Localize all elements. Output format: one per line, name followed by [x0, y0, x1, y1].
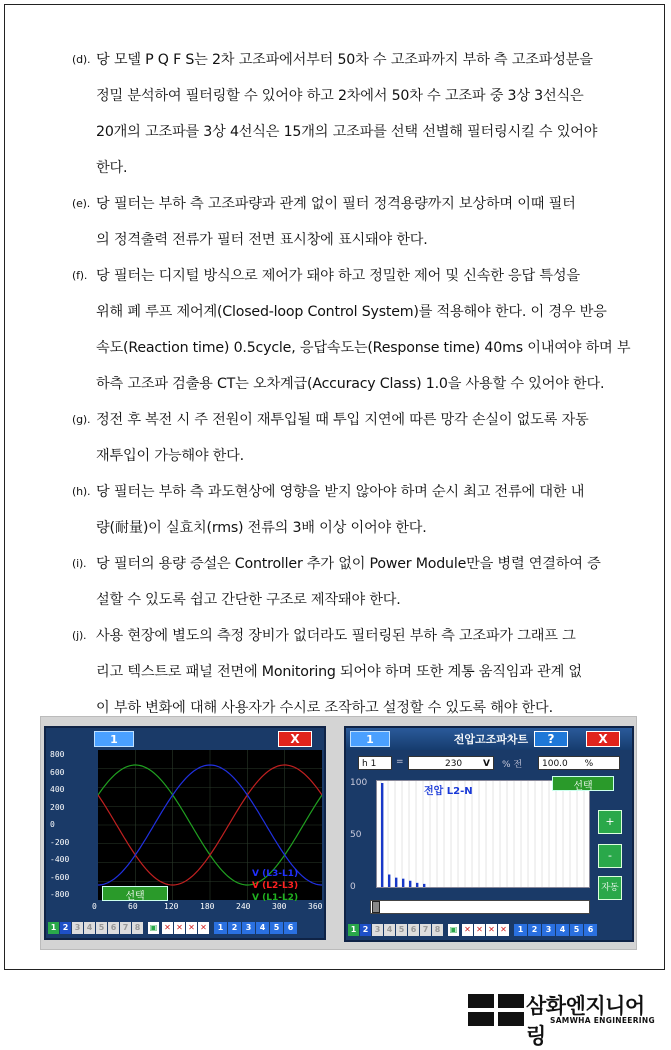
item-marker: (g). [72, 413, 91, 426]
channel-button[interactable]: 6 [584, 924, 597, 936]
x-tick-label: 60 [128, 902, 138, 911]
page-button[interactable]: 4 [84, 922, 95, 934]
disabled-channel-icon[interactable]: ✕ [174, 922, 185, 934]
disabled-channel-icon[interactable]: ✕ [198, 922, 209, 934]
y-tick-label: -800 [50, 890, 70, 899]
y-tick-label: 50 [350, 830, 362, 840]
y-tick-label: -600 [50, 872, 70, 882]
x-tick-label: 120 [164, 902, 179, 911]
zoom-in-button[interactable]: + [598, 810, 622, 834]
voltage-value-field [408, 756, 494, 770]
item-marker: (e). [72, 197, 91, 210]
page-button[interactable]: 3 [372, 924, 383, 936]
spec-item [72, 618, 652, 726]
disabled-channel-icon[interactable]: ✕ [186, 922, 197, 934]
y-tick-label: -200 [50, 837, 70, 847]
close-button[interactable]: X [278, 731, 312, 747]
item-line: 한다. [96, 160, 128, 176]
screenshot-area [40, 716, 637, 950]
screen-number-button[interactable]: 1 [94, 731, 134, 747]
item-line: 당 모델 P Q F S는 2차 고조파에서부터 50차 수 고조파까지 부하 측 고조파성분을 [96, 52, 593, 68]
page-button[interactable]: 4 [384, 924, 395, 936]
page-button[interactable]: 5 [396, 924, 407, 936]
page-button[interactable]: 8 [132, 922, 143, 934]
harmonic-bar-chart [376, 780, 590, 888]
page-button[interactable]: 1 [48, 922, 59, 934]
harmonic-bar [395, 878, 397, 887]
item-line: 량(耐量)이 실효치(rms) 전류의 3배 이상 이어야 한다. [96, 520, 427, 536]
item-marker: (h). [72, 485, 91, 498]
bottom-toolbar [348, 924, 630, 938]
spec-item [72, 42, 652, 186]
item-line: 정전 후 복전 시 주 전원이 재투입될 때 투입 지연에 따른 망각 손실이 없도록 자동 [96, 412, 589, 428]
page-button[interactable]: 3 [72, 922, 83, 934]
channel-button[interactable]: 1 [514, 924, 527, 936]
x-tick-label: 240 [236, 902, 251, 911]
harmonic-bar [381, 783, 383, 887]
y-tick-label: -400 [50, 855, 70, 864]
item-line: 재투입이 가능해야 한다. [96, 448, 244, 464]
page-button[interactable]: 5 [96, 922, 107, 934]
harmonic-bar [388, 875, 390, 887]
page-button[interactable]: 1 [348, 924, 359, 936]
page-button[interactable]: 7 [420, 924, 431, 936]
legend-entry: V (L2-L3) [252, 881, 299, 891]
series-label: 전압 L2-N [424, 786, 473, 797]
item-line: 20개의 고조파를 3상 4선식은 15개의 고조파를 선택 선별해 필터링시킬 수 있어야 [96, 124, 598, 140]
page-button[interactable]: 6 [108, 922, 119, 934]
page-button[interactable]: 2 [60, 922, 71, 934]
y-tick-label: 200 [50, 802, 65, 812]
harmonic-order-field[interactable]: h 1 [358, 756, 392, 770]
lock-icon[interactable]: ▣ [449, 925, 458, 934]
logo-english: SAMWHA ENGINEERING [550, 1016, 655, 1025]
select-button[interactable]: 선택 [102, 886, 168, 901]
page-button[interactable]: 8 [432, 924, 443, 936]
channel-button[interactable]: 4 [556, 924, 569, 936]
spec-item [72, 258, 652, 402]
y-tick-label: 0 [50, 820, 55, 829]
channel-button[interactable]: 4 [256, 922, 269, 934]
page-button[interactable]: 6 [408, 924, 419, 936]
page-button[interactable]: 7 [120, 922, 131, 934]
item-line: 당 필터는 부하 측 고조파량과 관계 없이 필터 정격용량까지 보상하며 이때 필터 [96, 196, 576, 212]
waveform-panel [44, 726, 326, 940]
harmonic-chart-panel [344, 726, 634, 942]
disabled-channel-icon[interactable]: ✕ [474, 924, 485, 936]
x-tick-label: 300 [272, 902, 287, 911]
harmonic-bar [423, 884, 425, 887]
legend-entry: V (L3-L1) [252, 869, 299, 879]
disabled-channel-icon[interactable]: ✕ [162, 922, 173, 934]
spec-item [72, 546, 652, 618]
channel-button[interactable]: 2 [528, 924, 541, 936]
spec-item [72, 402, 652, 474]
percent-label: % 전 [502, 760, 523, 770]
item-line: 설할 수 있도록 쉽고 간단한 구조로 제작돼야 한다. [96, 592, 401, 608]
x-tick-label: 180 [200, 902, 215, 911]
harmonic-bar [402, 879, 404, 887]
item-line: 사용 현장에 별도의 측정 장비가 없더라도 필터링된 부하 측 고조파가 그래프 그 [96, 628, 576, 644]
item-line: 당 필터는 디지털 방식으로 제어가 돼야 하고 정밀한 제어 및 신속한 응답 특성을 [96, 268, 580, 284]
item-line: 속도(Reaction time) 0.5cycle, 응답속도는(Response time) 40ms 이내여야 하며 부 [96, 340, 631, 356]
channel-button[interactable]: 5 [570, 924, 583, 936]
item-line: 의 정격출력 전류가 필터 전면 표시창에 표시돼야 한다. [96, 232, 428, 248]
item-marker: (f). [72, 269, 88, 282]
channel-button[interactable]: 1 [214, 922, 227, 934]
spec-item [72, 186, 652, 258]
screen-number-button[interactable]: 1 [350, 731, 390, 747]
item-marker: (j). [72, 629, 87, 642]
zoom-out-button[interactable]: - [598, 844, 622, 868]
y-tick-label: 100 [350, 778, 368, 788]
scroll-thumb[interactable] [372, 901, 380, 913]
scrollbar[interactable] [370, 900, 590, 914]
channel-button[interactable]: 6 [284, 922, 297, 934]
help-button[interactable]: ? [534, 731, 568, 747]
company-logo [468, 990, 664, 1048]
item-line: 하측 고조파 검출용 CT는 오차계급(Accuracy Class) 1.0을 사용할 수 있어야 한다. [96, 376, 605, 392]
legend-entry: V (L1-L2) [252, 893, 299, 903]
voltage-value: 230 [444, 759, 463, 769]
item-line: 당 필터의 용량 증설은 Controller 추가 없이 Power Module만을 병렬 연결하여 증 [96, 556, 601, 572]
disabled-channel-icon[interactable]: ✕ [462, 924, 473, 936]
percent-value: 100.0 [542, 759, 568, 769]
select-button[interactable]: 선택 [552, 776, 614, 791]
disabled-channel-icon[interactable]: ✕ [498, 924, 509, 936]
item-line: 위해 폐 루프 제어계(Closed-loop Control System)를 적용해야 한다. 이 경우 반응 [96, 304, 607, 320]
item-line: 이 부하 변화에 대해 사용자가 수시로 조작하고 설정할 수 있도록 해야 한다. [96, 700, 553, 716]
channel-button[interactable]: 5 [270, 922, 283, 934]
y-tick-label: 400 [50, 785, 65, 794]
percent-unit: % [584, 759, 594, 769]
auto-button[interactable]: 자동 [598, 876, 622, 900]
channel-button[interactable]: 2 [228, 922, 241, 934]
bottom-toolbar [48, 922, 322, 936]
window-title: 전압고조파차트 [453, 733, 529, 746]
item-line: 리고 텍스트로 패널 전면에 Monitoring 되어야 하며 또한 계통 움직임과 관계 없 [96, 664, 582, 680]
item-line: 당 필터는 부하 측 과도현상에 영향을 받지 않아야 하며 순시 최고 전류에 대한 내 [96, 484, 585, 500]
y-tick-label: 800 [50, 750, 65, 759]
harmonic-bar [416, 883, 418, 887]
x-tick-label: 0 [92, 902, 97, 911]
equals-label: = [396, 757, 404, 767]
x-tick-label: 360 [308, 902, 323, 911]
close-button[interactable]: X [586, 731, 620, 747]
legend [252, 868, 298, 904]
percent-value-field [538, 756, 620, 770]
y-tick-label: 0 [350, 882, 356, 892]
channel-button[interactable]: 3 [542, 924, 555, 936]
item-line: 정밀 분석하여 필터링할 수 있어야 하고 2차에서 50차 수 고조파 중 3상 3선식은 [96, 88, 584, 104]
page-button[interactable]: 2 [360, 924, 371, 936]
spec-item-list [72, 42, 652, 726]
disabled-channel-icon[interactable]: ✕ [486, 924, 497, 936]
channel-button[interactable]: 3 [242, 922, 255, 934]
lock-icon[interactable]: ▣ [149, 923, 158, 932]
spec-item [72, 474, 652, 546]
item-marker: (i). [72, 557, 87, 570]
logo-korean: 삼화엔지니어링 [526, 994, 645, 1048]
y-tick-label: 600 [50, 767, 65, 777]
voltage-unit: V [483, 759, 490, 769]
item-marker: (d). [72, 53, 91, 66]
harmonic-bar [409, 881, 411, 887]
